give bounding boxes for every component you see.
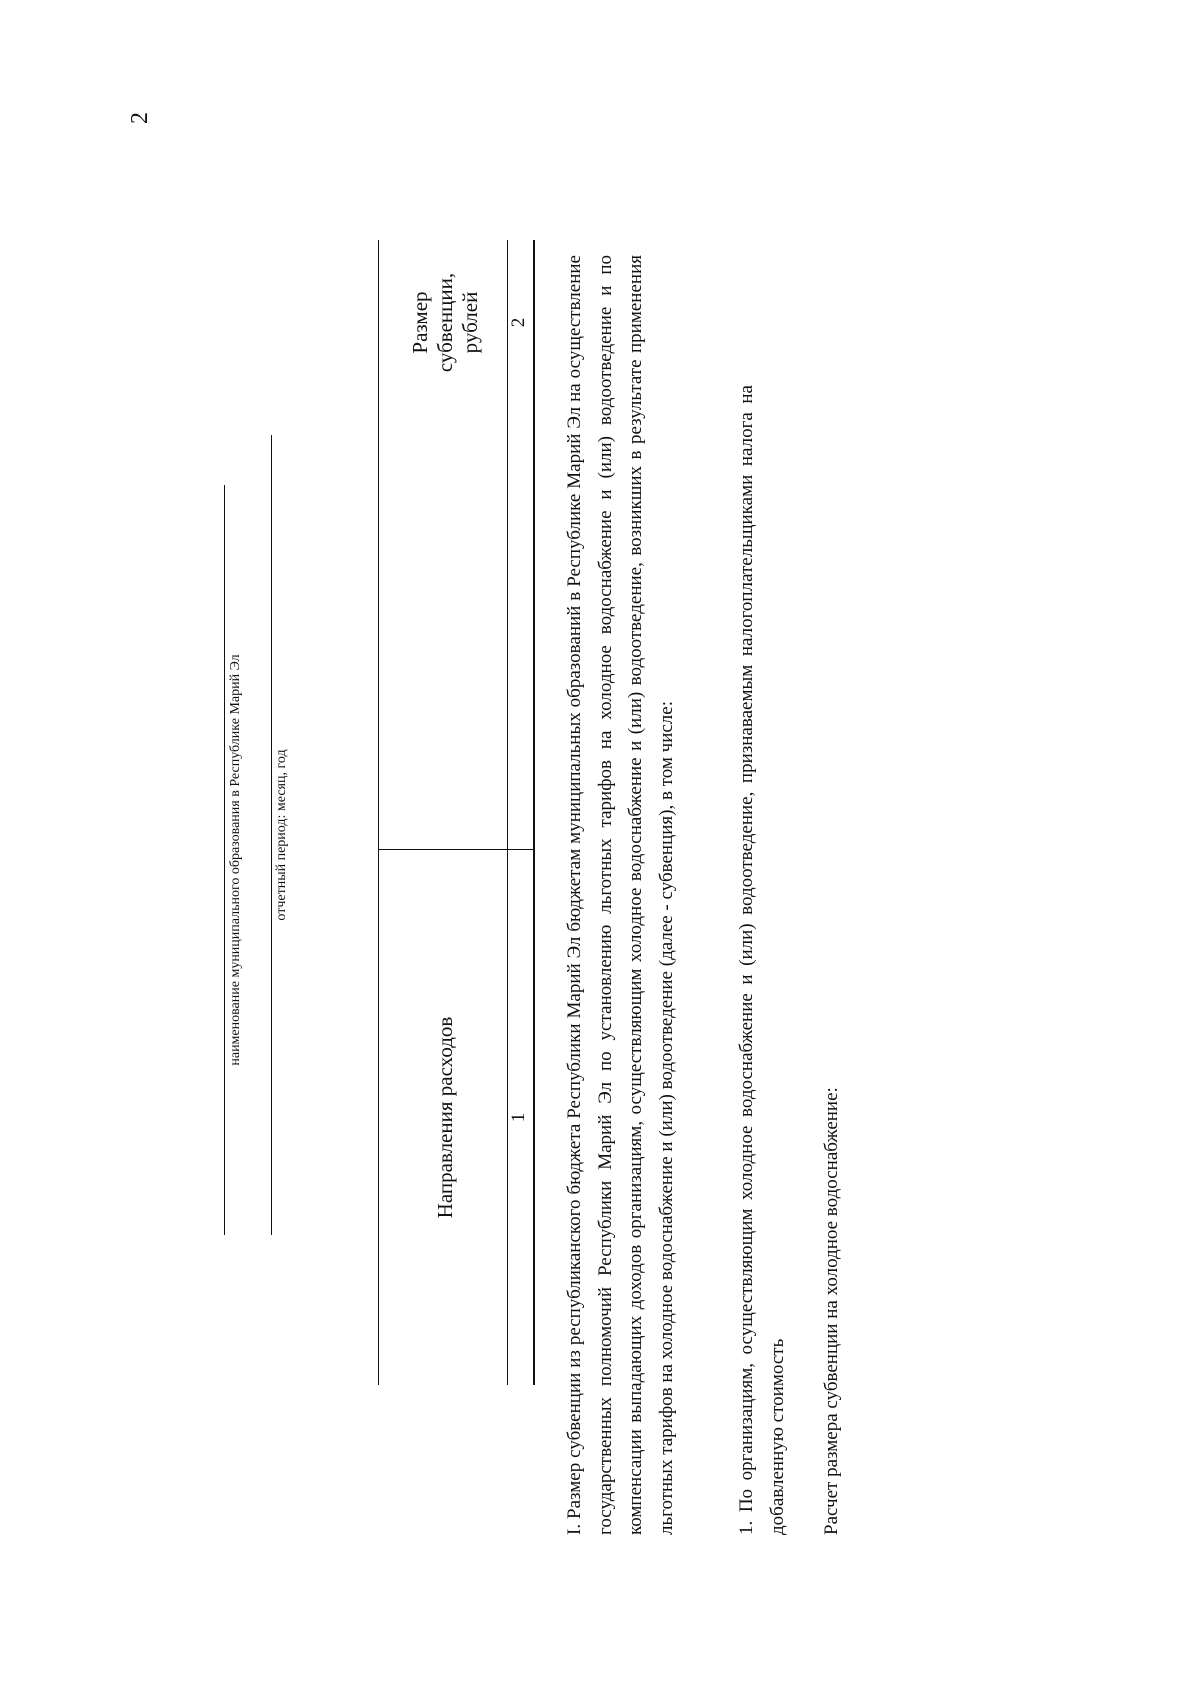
period-underline bbox=[271, 435, 272, 1235]
section-1-paragraph: I. Размер субвенции из республиканского бюджета Республики Марий Эл бюджетам муниципальных образований в Республике Марий Эл на осуществление государственных полномочий Республики Марий Эл по установлению льготных тарифов на холодное водоснабжение и (или) водоотведение и по компенсации выпадающих доходов организациям, осуществляющим холодное водоснабжение и (или) водоотведение, возникших в результате применения льготных тарифов на холодное водоснабжение и (или) водоотведение (далее - субвенция), в том числе: bbox=[564, 255, 677, 1535]
page-number: 2 bbox=[127, 112, 153, 124]
period-caption: отчетный период: месяц, год bbox=[274, 749, 289, 921]
column-number-2: 2 bbox=[508, 317, 529, 328]
column-number-1: 1 bbox=[508, 1112, 529, 1123]
landscape-page bbox=[100, 125, 1100, 1655]
table-top-border bbox=[378, 240, 379, 1385]
municipality-caption: наименование муниципального образования в Республике Марий Эл bbox=[228, 654, 243, 1066]
table-bottom-border bbox=[533, 240, 535, 1385]
municipality-underline bbox=[224, 485, 225, 1235]
table-column-divider bbox=[378, 849, 535, 850]
column-header-subvention-amount: Размер субвенции, рублей bbox=[407, 272, 482, 373]
column-header-expense-directions: Направления расходов bbox=[432, 1016, 457, 1219]
item-1-paragraph: 1. По организациям, осуществляющим холодное водоснабжение и (или) водоотведение, признаваемым налогоплательщиками налога на добавленную стоимость bbox=[736, 385, 788, 1535]
calculation-heading: Расчет размера субвенции на холодное водоснабжение: bbox=[821, 1087, 842, 1535]
